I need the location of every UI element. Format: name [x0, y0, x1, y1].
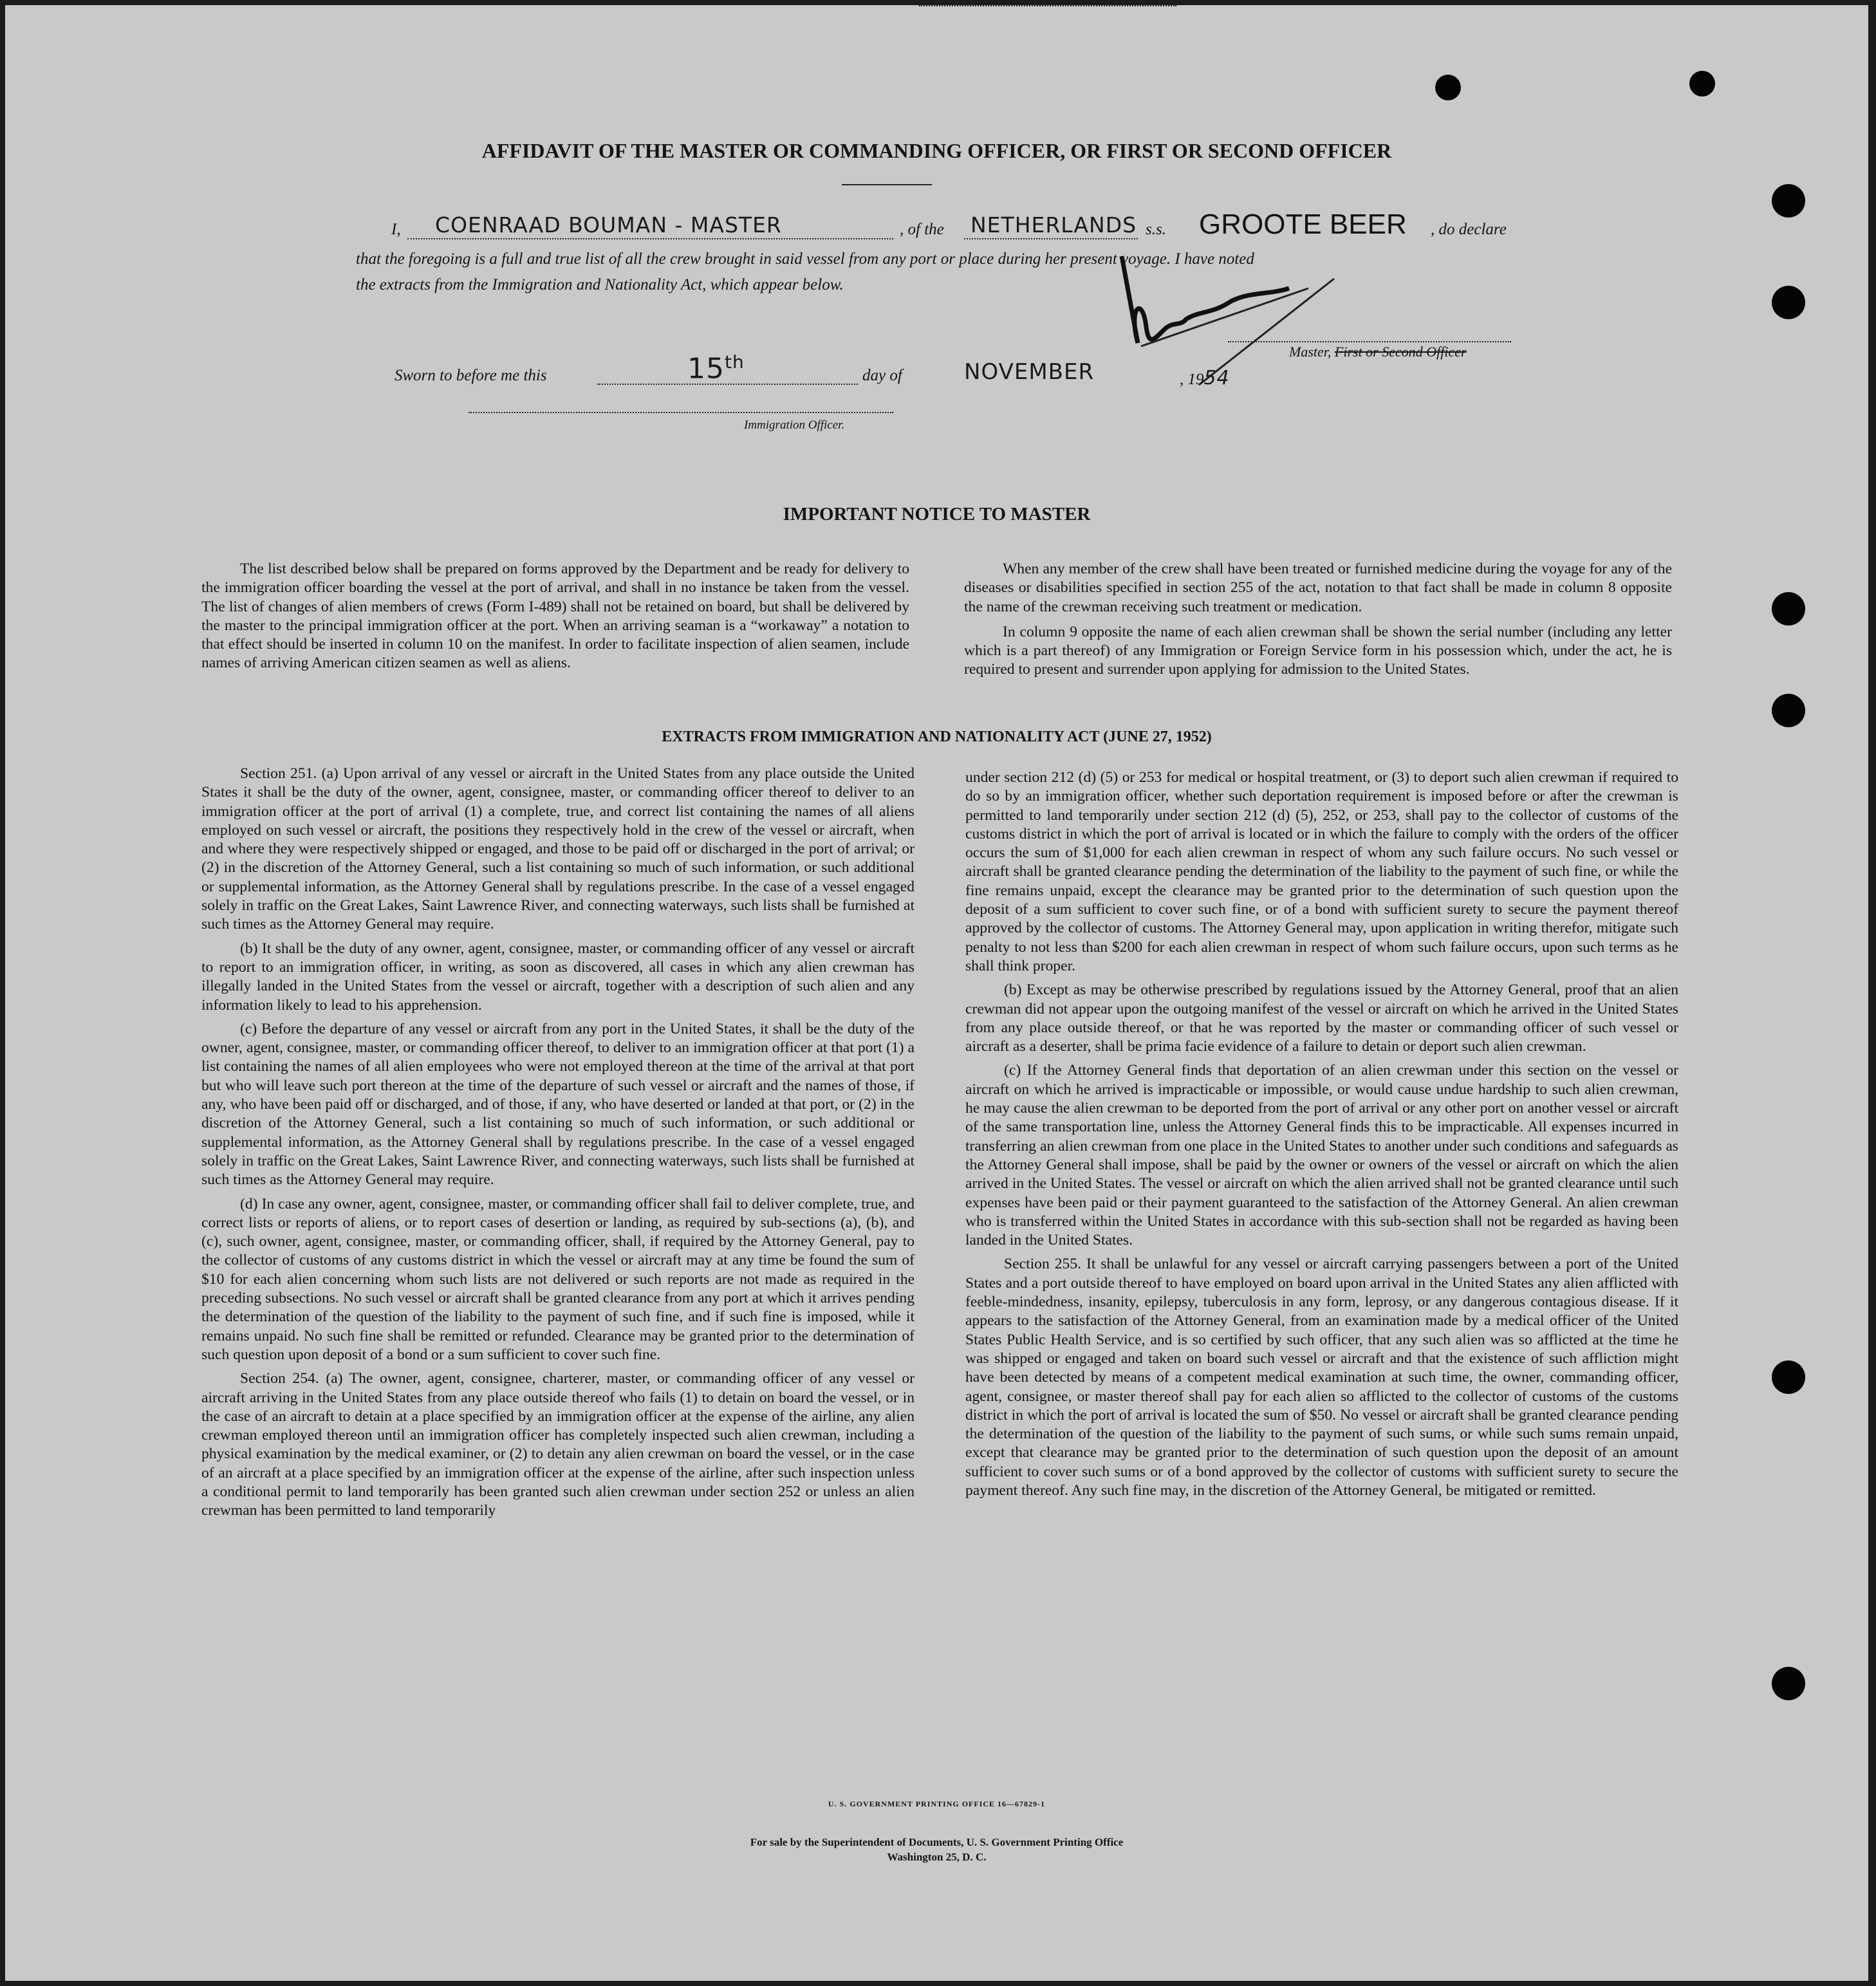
extracts-right-column [965, 768, 1678, 1505]
of-the-label: , of the [900, 221, 944, 238]
master-signature [1102, 250, 1424, 404]
master-name: COENRAAD BOUMAN - MASTER [435, 212, 782, 237]
section-paragraph: (d) In case any owner, agent, consignee, master, or commanding officer shall fail to deliver complete, true, and correct lists or reports of aliens, or to report cases of desertion or landing, as required by sub-sections (a), (b), and (c), such owner, agent, consignee, master, or commanding officer, shall, if required by the Attorney General, pay to the collector of customs of any customs district in which the vessel or aircraft may at any time be found the sum of $10 for each alien concerning whom such lists are not delivered or such reports are not made as required in the preceding subsections. No such vessel or aircraft shall be granted clearance from any port at which it arrives pending the determination of the question of the liability to the payment of such fine, and if such fine is imposed, while it remains unpaid. No such fine shall be remitted or refunded. Clearance may be granted prior to the determination of such question upon deposit of a bond or a sum sufficient to cover such fine. [201, 1195, 915, 1363]
immigration-officer-line [469, 412, 893, 413]
master-label: Master, [1289, 344, 1335, 360]
vessel-name: GROOTE BEER [1199, 209, 1407, 240]
notice-paragraph: In column 9 opposite the name of each alien crewman shall be shown the serial number (including any letter which is a part thereof) of any Immigration or Foreign Service form in his possession which, under the act, he is required to present and surrender upon applying for admission to the United States. [964, 623, 1672, 678]
extracts-heading: EXTRACTS FROM IMMIGRATION AND NATIONALITY ACT (JUNE 27, 1952) [662, 729, 1212, 745]
sworn-day-suffix: th [725, 351, 745, 373]
section-paragraph: (c) If the Attorney General finds that deportation of an alien crewman under this section on the vessel or aircraft on which he arrived is impracticable or impossible, or would cause undue hardship to such alien crewman, he may cause the alien crewman to be deported from the port of arrival or any other port on another vessel or aircraft of the same transportation line, unless the Attorney General finds this to be impracticable. All expenses incurred in transferring an alien crewman from one place in the United States to another under such conditions and safeguards as the Attorney General shall impose, shall be paid by the owner or owners of the vessel or aircraft on which the alien arrived in the United States. The vessel or aircraft on which the alien arrived shall not be granted clearance until such expenses have been paid or their payment guaranteed to the satisfaction of the Attorney General. An alien crewman who is transferred within the United States in accordance with this sub-section shall not be regarded as having been landed in the United States. [965, 1062, 1678, 1249]
punch-hole-6 [1772, 694, 1805, 727]
punch-hole-3 [1772, 184, 1805, 218]
declaration-line-1: that the foregoing is a full and true list of all the crew brought in said vessel from any port or place during her present voyage. I have noted [356, 250, 1254, 268]
section-paragraph: (c) Before the departure of any vessel or aircraft from any port in the United States, it shall be the duty of the owner, agent, consignee, master, or commanding officer thereof, to deliver to an immigration officer at that port (1) a list containing the names of all alien employees who were not employed thereon at the time of the arrival at that port but who will leave such port thereon at the time of the departure of such vessel or aircraft and the names of those, if any, who have been paid off or discharged, and of those, if any, who have deserted or landed at that port, or (2) in the discretion of the Attorney General, such a list containing so much of such information, or such additional or supplemental information, as the Attorney General shall by regulations prescribe. In the case of a vessel engaged solely in traffic on the Great Lakes, Saint Lawrence River, and connecting waterways, such lists shall be furnished at such times as the Attorney General may require. [201, 1020, 915, 1189]
first-second-officer-label: First or Second Officer [1334, 344, 1467, 360]
sworn-month: NOVEMBER [964, 359, 1095, 385]
notice-right-column [964, 560, 1672, 686]
punch-hole-5 [1772, 592, 1805, 626]
notice-paragraph: When any member of the crew shall have been treated or furnished medicine during the voyage for any of the diseases or disabilities specified in section 255 of the act, notation to that fact shall be made in column 8 opposite the name of the crewman receiving such treatment or medication. [964, 561, 1672, 615]
vessel-nationality: NETHERLANDS [971, 212, 1137, 237]
section-paragraph: Section 251. (a) Upon arrival of any vessel or aircraft in the United States from any place outside the United States it shall be the duty of the owner, agent, consignee, master, or commanding officer thereof to deliver to an immigration officer at the port of arrival (1) a complete, true, and correct list containing the names of all aliens employed on such vessel or aircraft, the positions they respectively hold in the crew of the vessel or aircraft, when and where they were respectively shipped or engaged, and those to be paid off or discharged in the port of arrival; or (2) in the discretion of the Attorney General, such a list containing so much of such information, or such additional or supplemental information, as the Attorney General shall by regulations prescribe. In the case of a vessel engaged solely in traffic on the Great Lakes, Saint Lawrence River, and connecting waterways, such lists shall be furnished at such times as the Attorney General may require. [201, 765, 915, 933]
section-paragraph: (b) It shall be the duty of any owner, agent, consignee, master, or commanding officer of any vessel or aircraft to report to an immigration officer, in writing, as soon as discovered, all cases in which any alien crewman has illegally landed in the United States from the vessel or aircraft, together with a description of such alien and any information likely to lead to his apprehension. [201, 940, 915, 1014]
printing-office-code: U. S. GOVERNMENT PRINTING OFFICE 16—67829-1 [828, 1799, 1046, 1808]
sale-notice-line-2: Washington 25, D. C. [887, 1851, 987, 1863]
immigration-officer-label: Immigration Officer. [744, 418, 845, 432]
day-of-label: day of [862, 367, 902, 384]
punch-hole-7 [1772, 1360, 1805, 1394]
sworn-year: , 1954 [1180, 367, 1230, 389]
declaration-line-2: the extracts from the Immigration and Nationality Act, which appear below. [356, 276, 844, 293]
ss-label: s.s. [1146, 221, 1166, 238]
extracts-left-column [201, 765, 915, 1526]
heading-rule [842, 184, 932, 185]
master-signature-line [1228, 341, 1511, 342]
sworn-label: Sworn to before me this [395, 367, 547, 384]
notice-paragraph: The list described below shall be prepared on forms approved by the Department and be ready for delivery to the immigration officer boarding the vessel at the port of arrival, and shall in no instance be taken from the vessel. The list of changes of alien members of crews (Form I-489) shall not be retained on board, but shall be delivered by the master to the principal immigration officer at the port. When an arriving seaman is a “workaway” a notation to that effect should be inserted in column 10 on the manifest. In order to facilitate inspection of alien seamen, include names of arriving American citizen seamen as well as aliens. [201, 561, 909, 672]
notice-heading: IMPORTANT NOTICE TO MASTER [783, 504, 1091, 524]
affidavit-heading: AFFIDAVIT OF THE MASTER OR COMMANDING OFFICER, OR FIRST OR SECOND OFFICER [481, 139, 1392, 162]
sworn-day: 15th [687, 351, 745, 385]
do-declare-label: , do declare [1431, 221, 1507, 238]
sworn-month-line [919, 5, 1176, 6]
notice-left-column [201, 560, 909, 680]
affidavit-page [5, 5, 1868, 1981]
punch-hole-8 [1772, 1667, 1805, 1700]
nationality-line [964, 238, 1138, 239]
punch-hole-2 [1689, 71, 1715, 97]
punch-hole-1 [1435, 75, 1461, 100]
master-title-label [1289, 344, 1467, 360]
section-paragraph: Section 254. (a) The owner, agent, consignee, charterer, master, or commanding officer of any vessel or aircraft arriving in the United States from any place outside thereof who fails (1) to detain on board the vessel, or in the case of an aircraft to detain at a place specified by an immigration officer at the expense of the airline, any alien crewman employed thereon until an immigration officer has completely inspected such alien crewman, including a physical examination by the medical examiner, or (2) to detain any alien crewman on board the vessel, or in the case of an aircraft at a place specified by an immigration officer at the expense of the airline, after such inspection unless a conditional permit to land temporarily has been granted such alien crewman under section 252 or unless an alien crewman has been permitted to land temporarily [201, 1370, 915, 1519]
punch-hole-4 [1772, 286, 1805, 319]
master-name-line [407, 238, 893, 239]
sale-notice-line-1: For sale by the Superintendent of Documents, U. S. Government Printing Office [750, 1836, 1124, 1848]
section-paragraph: under section 212 (d) (5) or 253 for medical or hospital treatment, or (3) to deport such alien crewman if required to do so by an immigration officer, whether such deportation requirement is imposed before or after the crewman is permitted to land temporarily under section 212 (d) (5), 252, or 253, shall pay to the collector of customs of the customs district in which the port of arrival is located or in which the failure to comply with the orders of the officer occurs the sum of $1,000 for each alien crewman in respect of whom any such failure occurs. No such vessel or aircraft shall be granted clearance pending the determination of the liability to the payment of such fine, or while the fine remains unpaid, except the clearance may be granted prior to the determination of such question upon the deposit of a sum sufficient to cover such fine, or of a bond with sufficient surety to secure the payment thereof approved by the collector of customs. The Attorney General may, upon application in writing therefor, mitigate such penalty to not less than $200 for each alien crewman in respect of whom such failure occurs, upon such terms as he shall think proper. [965, 769, 1678, 974]
section-paragraph: (b) Except as may be otherwise prescribed by regulations issued by the Attorney General, proof that an alien crewman did not appear upon the outgoing manifest of the vessel or aircraft on which he arrived in the United States from any place outside thereof, or that he was reported by the master or commanding officer of such vessel or aircraft as a deserter, shall be prima facie evidence of a failure to detain or deport such alien crewman. [965, 981, 1678, 1055]
section-paragraph: Section 255. It shall be unlawful for any vessel or aircraft carrying passengers between a port of the United States and a port outside thereof to have employed on board upon arrival in the United States any alien afflicted with feeble-mindedness, insanity, epilepsy, tuberculosis in any form, leprosy, or any dangerous contagious disease. If it appears to the satisfaction of the Attorney General, from an examination made by a medical officer of the United States Public Health Service, and is so certified by such officer, that any such alien was so afflicted at the time he was shipped or engaged and taken on board such vessel or aircraft and that the existence of such affliction might have been detected by means of a competent medical examination at such time, the owner, commanding officer, agent, consignee, or master thereof shall pay for each alien so afflicted to the collector of customs of the customs district in which the port of arrival is located the sum of $50. No vessel or aircraft shall be granted clearance pending the determination of the question of the liability to the payment of such sums, or while such sums remain unpaid, except that clearance may be granted prior to the determination of such question upon the deposit of an amount sufficient to cover such sums or of a bond approved by the collector of customs with sufficient surety to secure the payment thereof. Any such fine may, in the discretion of the Attorney General, be mitigated or remitted. [965, 1256, 1678, 1499]
declarant-prefix: I, [391, 221, 401, 238]
